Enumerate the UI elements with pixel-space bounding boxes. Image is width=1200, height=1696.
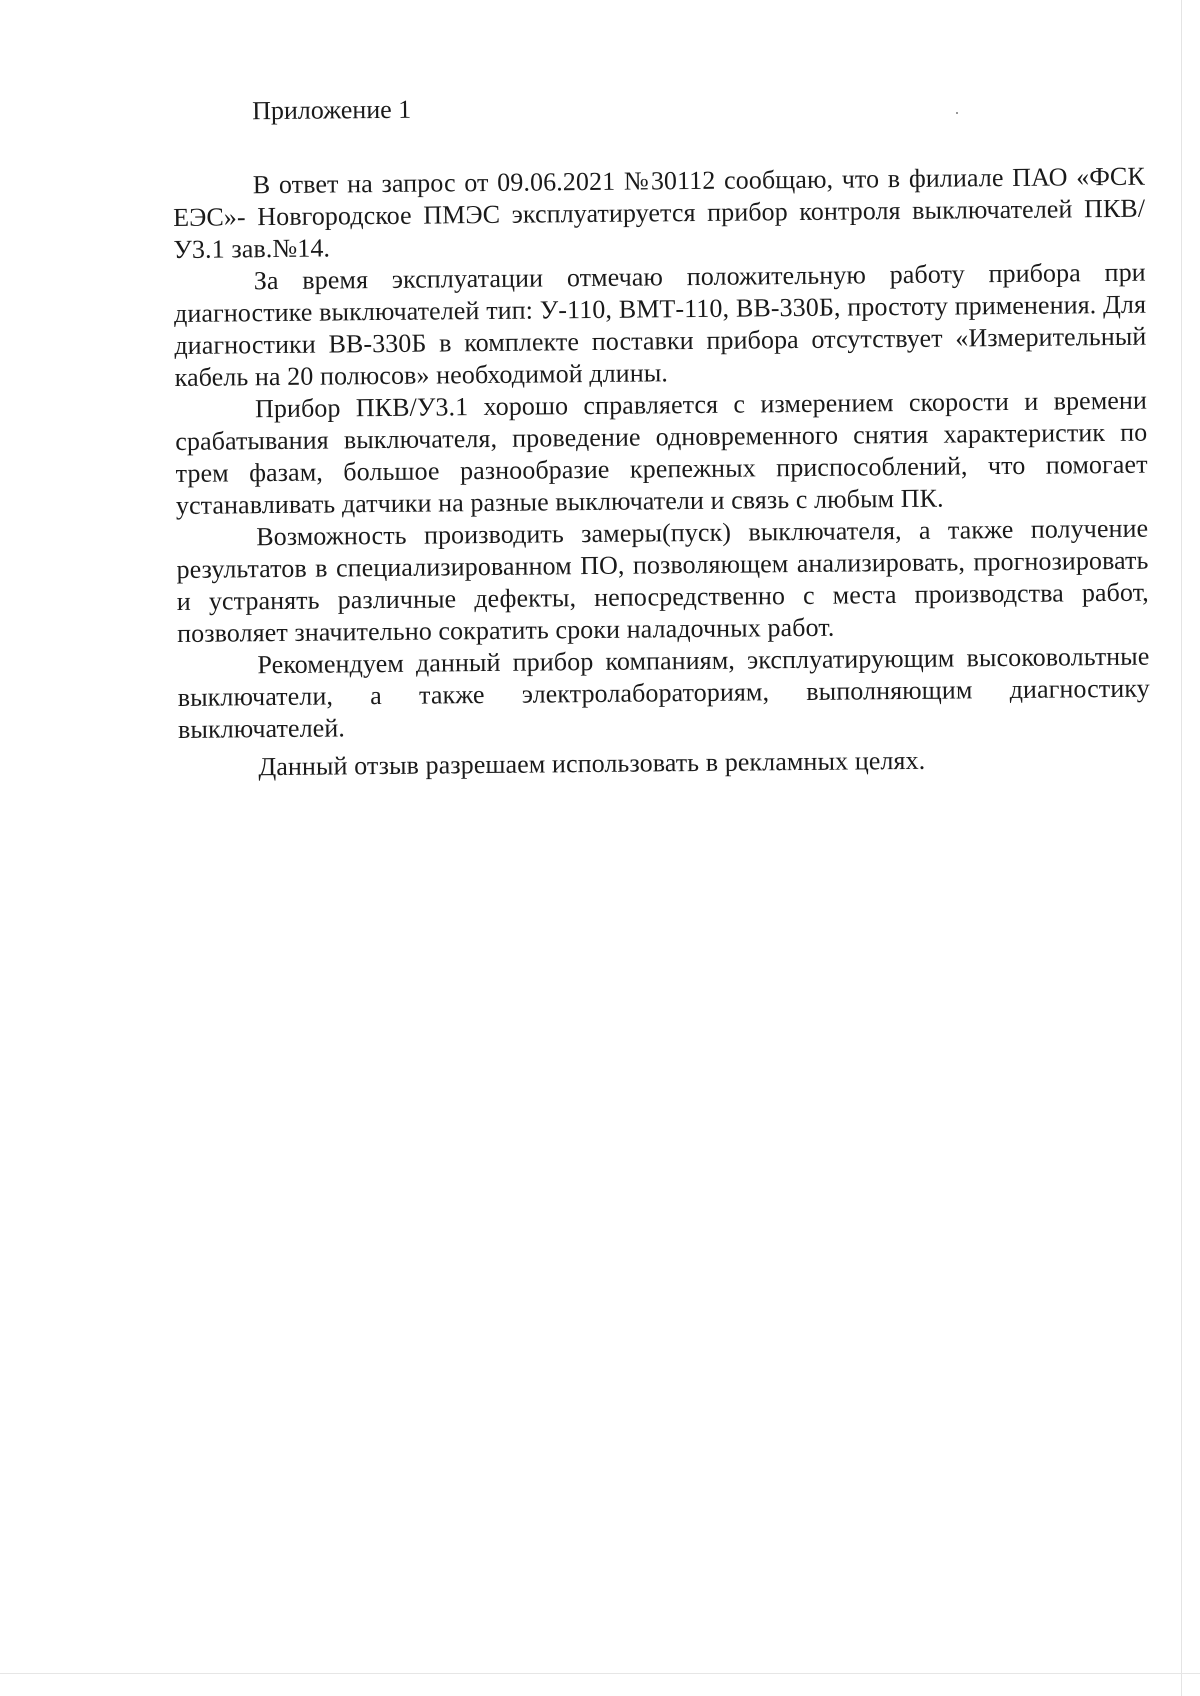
document-body (172, 87, 1151, 784)
page-edge-bottom (0, 1673, 1200, 1674)
page-edge-right (1181, 0, 1182, 1696)
paragraph-operation-experience: За время эксплуатации отмечаю положительную работу прибора при диагностике выключателей тип: У-110, ВМТ-110, ВВ-330Б, простоту применения. Для диагностики ВВ-330Б в комплекте поставки прибора отсутствует «Измерительный кабель на 20 полюсов» необходимой длины. (173, 257, 1147, 392)
paragraph-advertising-permission: Данный отзыв разрешаем использовать в рекламных целях. (258, 745, 926, 782)
paragraph-request-reply: В ответ на запрос от 09.06.2021 №30112 сообщаю, что в филиале ПАО «ФСК ЕЭС»- Новгородское ПМЭС эксплуатируется прибор контроля выключателей ПКВ/У3.1 зав.№14. (173, 161, 1146, 264)
document-heading: Приложение 1 (252, 94, 412, 126)
paragraph-software-benefits: Возможность производить замеры(пуск) выключателя, а также получение результатов в специализированном ПО, позволяющем анализировать, прогнозировать и устранять различные дефекты, непосредственно с места производства работ, позволяет значительно сократить сроки наладочных работ. (176, 513, 1149, 648)
paragraph-device-capabilities: Прибор ПКВ/У3.1 хорошо справляется с измерением скорости и времени срабатывания выключателя, проведение одновременного снятия характеристик по трем фазам, большое разнообразие крепежных приспособлений, что помогает устанавливать датчики на разные выключатели и связь с любым ПК. (175, 385, 1148, 520)
paragraph-recommendation: Рекомендуем данный прибор компаниям, эксплуатирующим высоковольтные выключатели, а также электролабораториям, выполняющим диагностику выключателей. (177, 641, 1150, 744)
